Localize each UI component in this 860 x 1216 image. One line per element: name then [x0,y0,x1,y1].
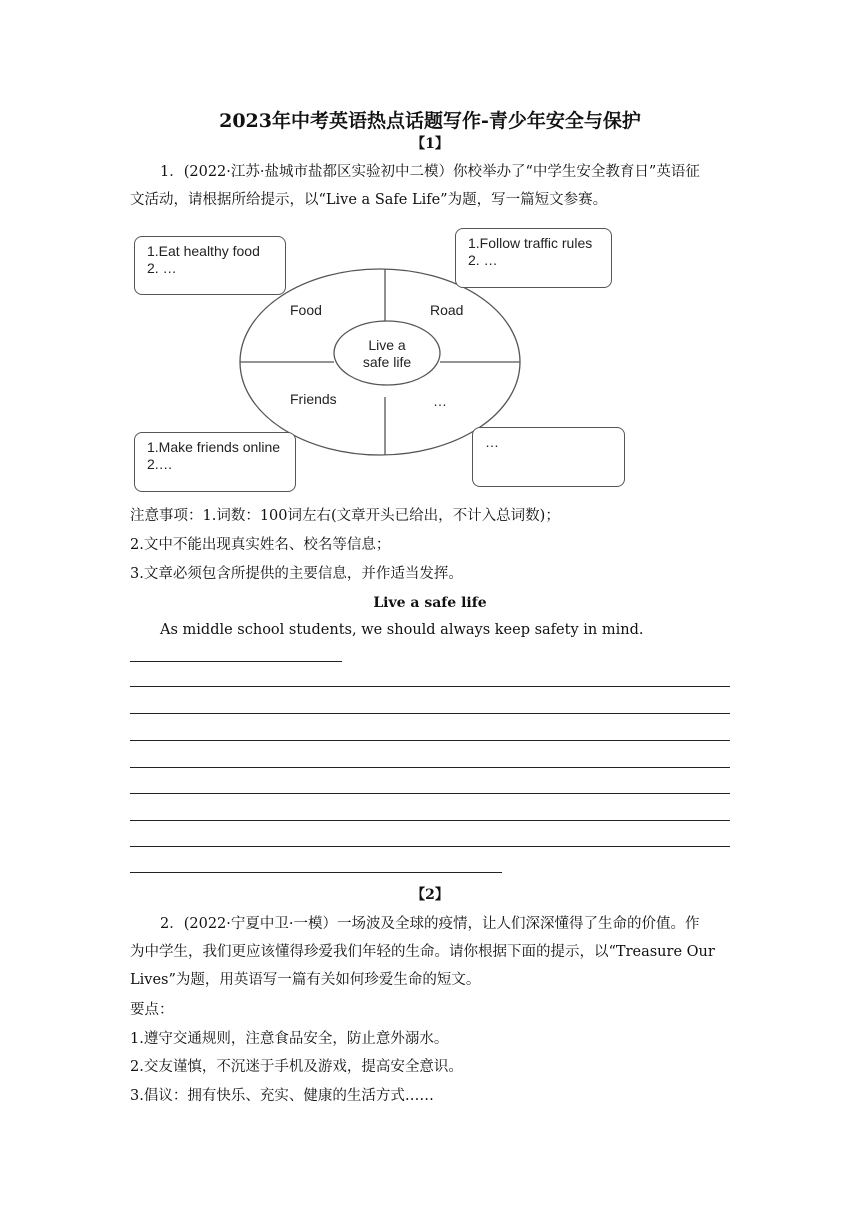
box-road [455,228,612,288]
box-friends-line-1: 1.Make friends online [147,439,281,455]
box-food [134,236,286,295]
q1-prompt-line-1: 1．(2022·江苏·盐城市盐都区实验初中二模）你校举办了“中学生安全教育日”英语征 [160,164,700,180]
q2-points-title: 要点： [130,1002,174,1018]
center-label-line-2: safe life [362,354,412,370]
topic-wheel-diagram [0,0,860,500]
box-more-line-1: … [485,434,499,450]
box-road-line-2: 2. … [468,252,498,268]
question-1-label: 【1】 [411,136,449,152]
q2-prompt-line-2: 为中学生，我们更应该懂得珍爱我们年轻的生命。请你根据下面的提示，以“Treasure Our [130,944,715,960]
answer-line [130,872,502,873]
q2-point-2: 2.交友谨慎，不沉迷于手机及游戏，提高安全意识。 [130,1059,463,1075]
answer-line [130,846,730,847]
box-more [472,427,625,487]
q2-prompt-line-3: Lives”为题，用英语写一篇有关如何珍爱生命的短文。 [130,972,481,988]
essay-opening: As middle school students, we should always keep safety in mind. [160,622,644,638]
answer-line [130,713,730,714]
answer-line [130,820,730,821]
sector-more: … [433,393,447,409]
essay-title: Live a safe life [373,595,487,611]
answer-line [130,740,730,741]
answer-line [130,686,730,687]
box-food-line-1: 1.Eat healthy food [147,243,260,259]
center-label-line-1: Live a [368,337,406,353]
box-friends [134,432,296,492]
q2-point-3: 3.倡议：拥有快乐、充实、健康的生活方式…… [130,1088,434,1104]
question-2-label: 【2】 [411,887,449,903]
sector-road: Road [430,302,464,318]
answer-line [130,661,342,662]
box-road-line-1: 1.Follow traffic rules [468,235,593,251]
sector-friends: Friends [290,391,337,407]
center-label [337,337,437,371]
q2-prompt-line-1: 2．(2022·宁夏中卫·一模）一场波及全球的疫情，让人们深深懂得了生命的价值。作 [160,916,700,932]
sector-food: Food [290,302,322,318]
note-3: 3.文章必须包含所提供的主要信息，并作适当发挥。 [130,566,463,582]
q2-point-1: 1.遵守交通规则，注意食品安全，防止意外溺水。 [130,1031,449,1047]
note-2: 2.文中不能出现真实姓名、校名等信息； [130,537,391,553]
note-1: 注意事项：1.词数：100词左右(文章开头已给出，不计入总词数)； [130,508,560,524]
page-title: 2023年中考英语热点话题写作-青少年安全与保护 [219,110,641,132]
box-friends-line-2: 2.… [147,456,173,472]
answer-line [130,767,730,768]
answer-line [130,793,730,794]
q1-prompt-line-2: 文活动，请根据所给提示，以“Live a Safe Life”为题，写一篇短文参赛。 [130,192,608,208]
box-food-line-2: 2. … [147,260,177,276]
